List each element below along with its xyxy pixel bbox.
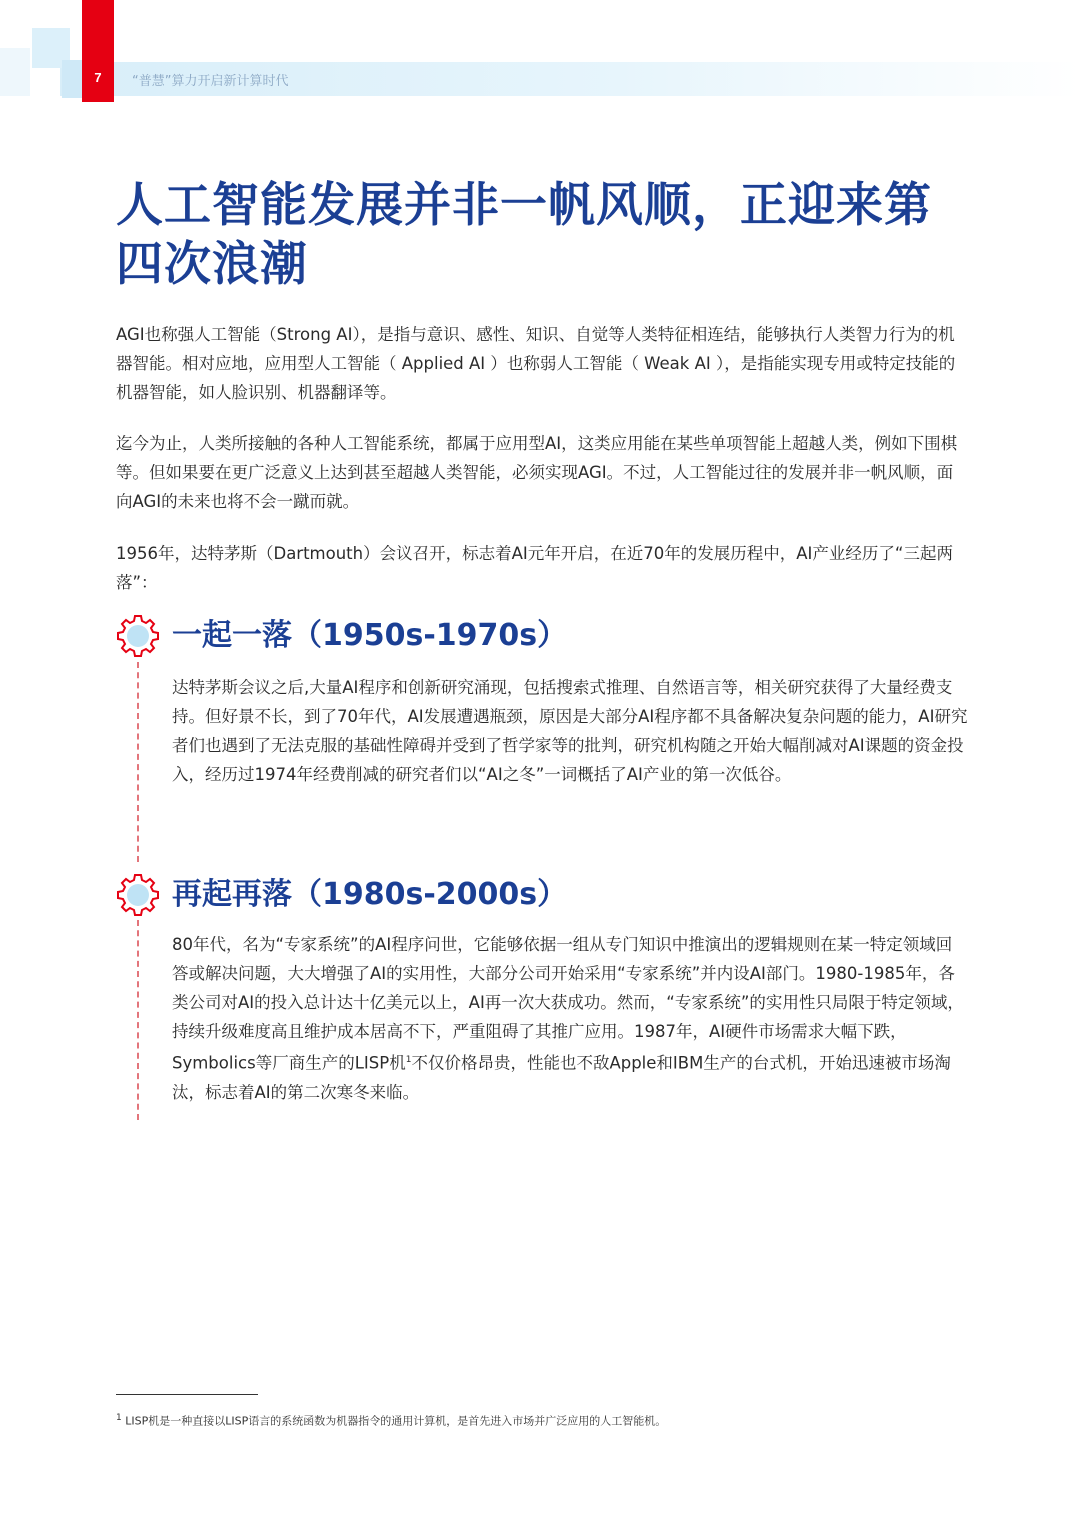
- decor-square: [0, 48, 30, 96]
- intro-paragraph-3: 1956年，达特茅斯（Dartmouth）会议召开，标志着AI元年开启，在近70年的发展历程中，AI产业经历了“三起两落”：: [116, 544, 953, 592]
- section-heading-2: [116, 873, 976, 925]
- section-1-body: 达特茅斯会议之后,大量AI程序和创新研究涌现，包括搜索式推理、自然语言等，相关研究获得了大量经费支持。但好景不长，到了70年代，AI发展遭遇瓶颈，原因是大部分AI程序都不具备解决复杂问题的能力，AI研究者们也遇到了无法克服的基础性障碍并受到了哲学家等的批判，研究机构随之开始大幅削减对AI课题的资金投入，经历过1974年经费削减的研究者们以“AI之冬”一词概括了AI产业的第一次低谷。: [172, 678, 968, 784]
- running-title: “普慧”算力开启新计算时代: [132, 74, 289, 89]
- intro-paragraph-1: AGI也称强人工智能（Strong AI），是指与意识、感性、知识、自觉等人类特征相连结，能够执行人类智力行为的机器智能。相对应地，应用型人工智能（ Applied AI ）也称弱人工智能（ Weak AI ），是指能实现专用或特定技能的机器智能，如人脸识别、机器翻译等。: [116, 325, 956, 402]
- section-heading-1: [116, 614, 976, 666]
- page-number: 7: [94, 70, 102, 85]
- footnote-rule: [116, 1394, 258, 1395]
- footnote: [116, 1410, 976, 1430]
- section-title-2: 再起再落（1980s-2000s）: [172, 877, 568, 912]
- page-title: 人工智能发展并非一帆风顺，正迎来第四次浪潮: [116, 178, 932, 292]
- section-title-1: 一起一落（1950s-1970s）: [172, 618, 568, 653]
- gear-icon: [116, 873, 160, 917]
- intro-paragraph-2: 迄今为止，人类所接触的各种人工智能系统，都属于应用型AI，这类应用能在某些单项智能上超越人类，例如下围棋等。但如果要在更广泛意义上达到甚至超越人类智能，必须实现AGI。不过，人工智能过往的发展并非一帆风顺，面向AGI的未来也将不会一蹴而就。: [116, 434, 958, 511]
- section-2-body-part-2: 不仅价格昂贵，性能也不敌Apple和IBM生产的台式机，开始迅速被市场淘汰，标志着AI的第二次寒冬来临。: [172, 1053, 951, 1102]
- gear-icon: [116, 614, 160, 658]
- section-divider-line: [137, 920, 139, 1120]
- footnote-mark: 1: [116, 1413, 122, 1423]
- page-tab: [82, 0, 114, 102]
- section-divider-line: [137, 662, 139, 862]
- footnote-text: LISP机是一种直接以LISP语言的系统函数为机器指令的通用计算机，是首先进入市场并广泛应用的人工智能机。: [121, 1414, 667, 1428]
- footnote-reference[interactable]: 1: [405, 1055, 412, 1065]
- section-2-body-part-1: 80年代，名为“专家系统”的AI程序问世，它能够依据一组从专门知识中推演出的逻辑规则在某一特定领域回答或解决问题，大大增强了AI的实用性，大部分公司开始采用“专家系统”并内设AI部门。1980-1985年，各类公司对AI的投入总计达十亿美元以上，AI再一次大获成功。然而，“专家系统”的实用性只局限于特定领域，持续升级难度高且维护成本居高不下，严重阻碍了其推广应用。1987年，AI硬件市场需求大幅下跌，Symbolics等厂商生产的LISP机: [172, 935, 964, 1073]
- section-2-body: [172, 930, 968, 1107]
